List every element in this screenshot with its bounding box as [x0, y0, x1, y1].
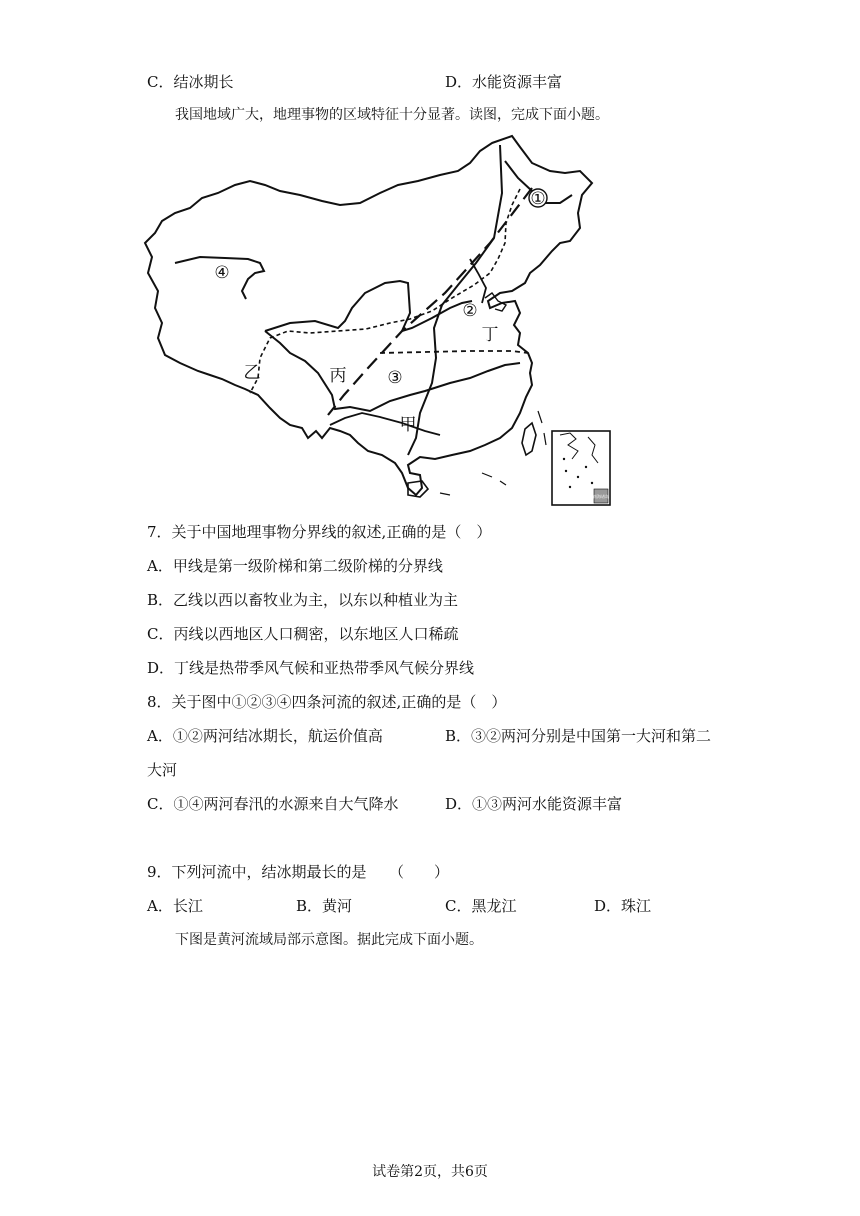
label-yi: 乙: [243, 363, 261, 383]
china-outline: [145, 136, 592, 495]
option-c-prev: C．结冰期长: [147, 73, 234, 91]
label-river-2: ②: [462, 301, 478, 321]
q9-option-a: A．长江: [147, 897, 203, 915]
page-footer: 试卷第2页，共6页: [372, 1164, 488, 1180]
taiwan-island: [522, 423, 536, 455]
q7-option-b: B．乙线以西以畜牧业为主，以东以种植业为主: [147, 591, 459, 609]
intro-yellow-river: 下图是黄河流域局部示意图。据此完成下面小题。: [175, 932, 483, 948]
china-map-figure: [140, 133, 620, 511]
q7-stem: 7．关于中国地理事物分界线的叙述,正确的是（ ）: [147, 523, 492, 541]
label-bing: 丙: [329, 366, 347, 386]
q8-option-a: A．①②两河结冰期长，航运价值高: [147, 727, 383, 745]
q8-option-b: B．③②两河分别是中国第一大河和第二: [445, 727, 712, 745]
q8-option-c: C．①④两河春汛的水源来自大气降水: [147, 795, 399, 813]
q9-option-b: B．黄河: [296, 897, 353, 915]
china-map: [140, 133, 620, 511]
q9-option-d: D．珠江: [594, 897, 652, 915]
intro-map-question: 我国地域广大，地理事物的区域特征十分显著。读图，完成下面小题。: [175, 107, 609, 123]
q8-option-b-continued: 大河: [147, 761, 178, 779]
yi-line: [250, 189, 520, 393]
q7-option-c: C．丙线以西地区人口稠密，以东地区人口稀疏: [147, 625, 459, 643]
label-river-4: ④: [214, 263, 230, 283]
ding-line: [380, 351, 528, 353]
q7-option-d: D．丁线是热带季风气候和亚热带季风气候分界线: [147, 659, 475, 677]
label-river-3: ③: [387, 368, 403, 388]
q9-option-c: C．黑龙江: [445, 897, 517, 915]
inset-caption: 南海诸岛: [593, 494, 609, 499]
label-jia: 甲: [399, 415, 417, 435]
q8-option-d: D．①③两河水能资源丰富: [445, 795, 623, 813]
q8-stem: 8．关于图中①②③④四条河流的叙述,正确的是（ ）: [147, 693, 507, 711]
river-2: [470, 259, 486, 303]
q7-option-a: A．甲线是第一级阶梯和第二级阶梯的分界线: [147, 557, 443, 575]
q9-stem: 9．下列河流中，结冰期最长的是 （ ）: [147, 863, 450, 881]
label-river-1: ①: [530, 189, 546, 209]
label-ding: 丁: [481, 325, 499, 345]
pearl-river: [330, 413, 440, 435]
hainan-island: [408, 481, 428, 497]
option-d-prev: D．水能资源丰富: [445, 73, 563, 91]
